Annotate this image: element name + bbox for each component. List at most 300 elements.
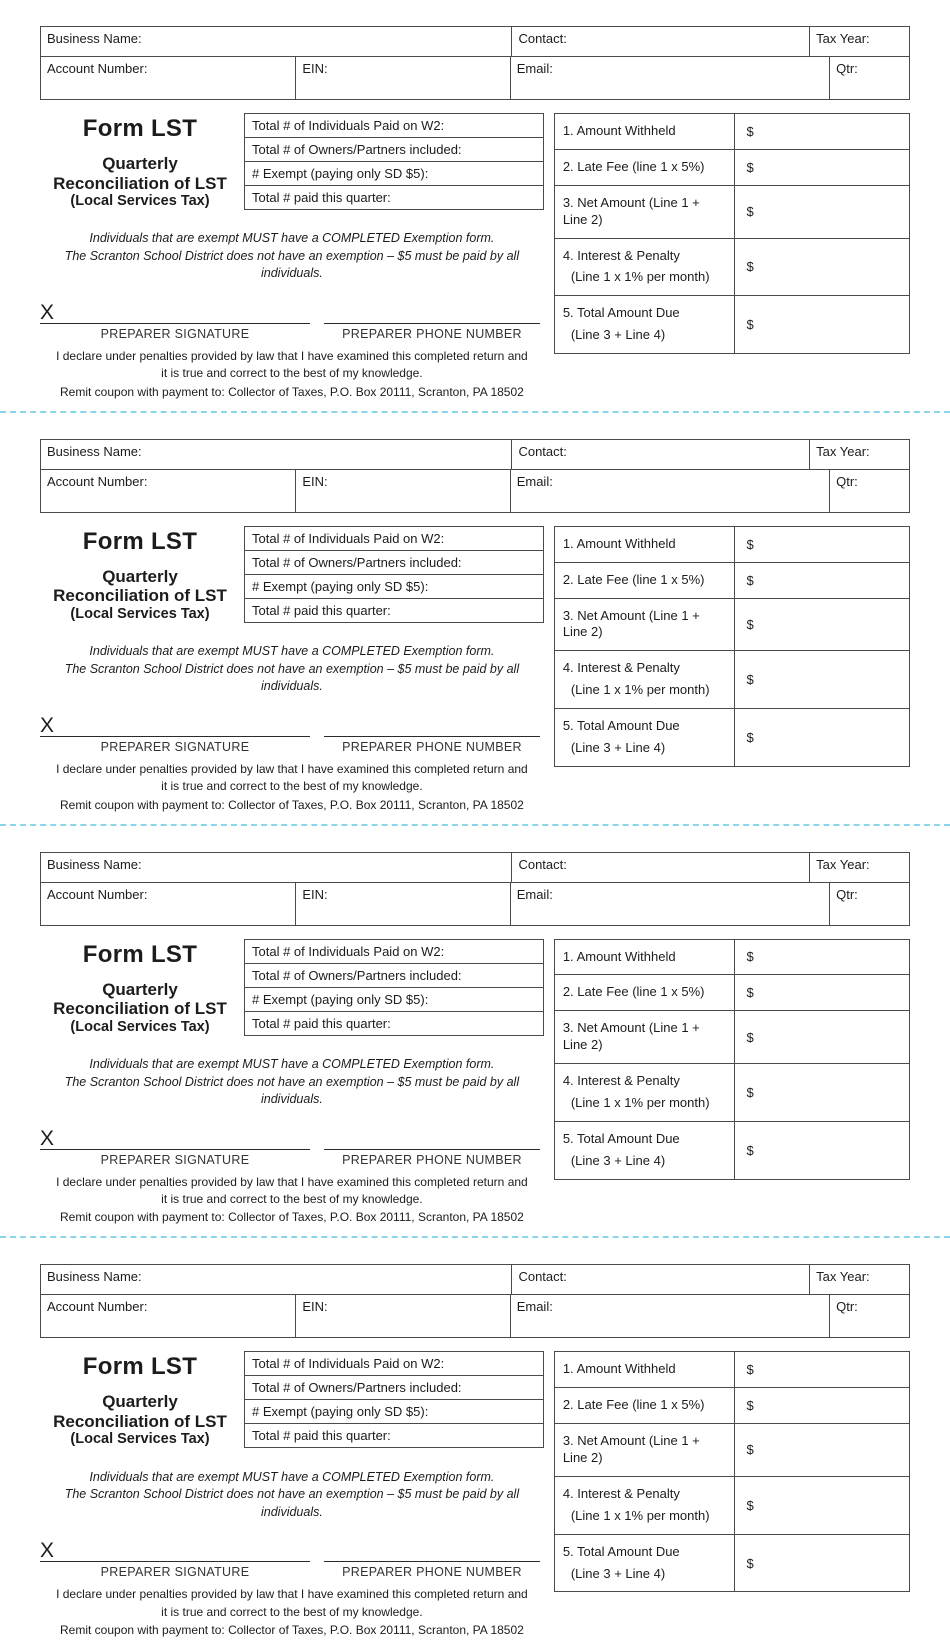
amount-value-net-amount[interactable] xyxy=(735,599,909,651)
declaration-line2: it is true and correct to the best of my knowledge. xyxy=(161,779,423,794)
coupon-main xyxy=(40,526,910,812)
amounts-table xyxy=(554,113,910,354)
amount-sublabel-text: (Line 1 x 1% per month) xyxy=(570,269,710,285)
business-name-label: Business Name: xyxy=(47,443,142,459)
preparer-signature-label: PREPARER SIGNATURE xyxy=(100,1565,250,1580)
dollar-sign: $ xyxy=(746,1142,754,1158)
contact-field[interactable] xyxy=(511,440,809,470)
coupon-main-left xyxy=(40,526,544,812)
lst-coupon xyxy=(0,0,950,411)
email-field[interactable] xyxy=(510,470,829,512)
declaration-text xyxy=(40,348,544,383)
form-subtitle-line2: Reconciliation of LST xyxy=(53,173,227,193)
dollar-sign: $ xyxy=(746,616,754,632)
lst-coupon xyxy=(0,826,950,1237)
preparer-phone-line[interactable] xyxy=(324,1533,540,1562)
count-label-individuals-w2: Total # of Individuals Paid on W2: xyxy=(252,530,445,546)
contact-label: Contact: xyxy=(518,1269,567,1285)
declaration-line2: it is true and correct to the best of my knowledge. xyxy=(161,1191,423,1206)
preparer-phone-label: PREPARER PHONE NUMBER xyxy=(342,326,522,341)
form-title-block xyxy=(40,526,240,623)
amount-label-text: 2. Late Fee (line 1 x 5%) xyxy=(562,571,705,587)
signature-x-mark: X xyxy=(40,713,55,737)
email-field[interactable] xyxy=(510,57,829,99)
amount-row-net-amount xyxy=(555,598,909,651)
declaration-line2: it is true and correct to the best of my knowledge. xyxy=(161,366,423,381)
count-field-individuals-w2[interactable] xyxy=(245,527,543,550)
qtr-label: Qtr: xyxy=(836,61,858,76)
counts-table xyxy=(244,939,544,1036)
amount-label-late-fee xyxy=(555,1388,736,1423)
amount-value-late-fee[interactable] xyxy=(735,975,909,1010)
qtr-label: Qtr: xyxy=(836,886,858,902)
amount-label-late-fee xyxy=(555,150,736,185)
tax-year-field[interactable] xyxy=(809,27,909,57)
amount-row-total-due xyxy=(555,295,909,353)
dollar-sign: $ xyxy=(746,1029,754,1045)
declaration-line1: I declare under penalties provided by law that I have examined this completed return and xyxy=(56,1587,528,1602)
count-label-exempt: # Exempt (paying only SD $5): xyxy=(252,166,429,181)
remit-instructions: Remit coupon with payment to: Collector of Taxes, P.O. Box 20111, Scranton, PA 18502 xyxy=(60,384,524,399)
dollar-sign: $ xyxy=(746,672,754,688)
amount-label-text: 2. Late Fee (line 1 x 5%) xyxy=(562,158,705,174)
business-name-field[interactable] xyxy=(41,853,511,883)
dollar-sign: $ xyxy=(746,259,754,275)
contact-field[interactable] xyxy=(511,853,809,883)
amounts-table xyxy=(554,939,910,1180)
contact-label: Contact: xyxy=(518,443,567,459)
amount-label-text: 3. Net Amount (Line 1 + Line 2) xyxy=(562,607,700,640)
amount-label-interest-penalty xyxy=(555,239,736,296)
dollar-sign: $ xyxy=(746,1084,754,1100)
amount-label-text: 1. Amount Withheld xyxy=(562,123,676,138)
amount-label-text: 4. Interest & Penalty xyxy=(562,1073,680,1089)
count-label-individuals-w2: Total # of Individuals Paid on W2: xyxy=(252,118,445,133)
amount-value-total-due[interactable] xyxy=(735,709,909,766)
form-subtitle-line2: Reconciliation of LST xyxy=(53,586,227,606)
count-label-total-paid: Total # paid this quarter: xyxy=(252,1015,391,1031)
preparer-signature-line[interactable] xyxy=(40,1121,310,1150)
declaration-line1: I declare under penalties provided by law that I have examined this completed return and xyxy=(56,1174,528,1189)
amount-row-late-fee xyxy=(555,1387,909,1423)
coupon-main-left xyxy=(40,939,544,1225)
preparer-phone-line[interactable] xyxy=(324,708,540,737)
amount-sublabel-text: (Line 1 x 1% per month) xyxy=(570,1094,710,1110)
amount-sublabel-text: (Line 3 + Line 4) xyxy=(570,1152,666,1168)
form-title-block xyxy=(40,939,240,1036)
title-and-counts xyxy=(40,113,544,210)
remit-instructions: Remit coupon with payment to: Collector of Taxes, P.O. Box 20111, Scranton, PA 18502 xyxy=(60,1210,524,1225)
qtr-field[interactable] xyxy=(829,883,909,925)
amount-value-total-due[interactable] xyxy=(735,296,909,353)
form-subtitle-line1: Quarterly xyxy=(102,1392,178,1412)
exemption-note-line2: The Scranton School District does not have an exemption – $5 must be paid by all individuals. xyxy=(64,248,520,281)
count-label-total-paid: Total # paid this quarter: xyxy=(252,1428,391,1444)
preparer-phone-column xyxy=(324,295,540,341)
preparer-phone-line[interactable] xyxy=(324,1121,540,1150)
amount-value-withheld[interactable] xyxy=(735,527,909,562)
business-name-field[interactable] xyxy=(41,440,511,470)
dollar-sign: $ xyxy=(746,1362,754,1378)
coupon-main xyxy=(40,939,910,1225)
form-name: Form LST xyxy=(82,1353,198,1381)
dollar-sign: $ xyxy=(746,1497,754,1513)
declaration-text xyxy=(40,1586,544,1621)
counts-table xyxy=(244,1351,544,1448)
amount-sublabel-text: (Line 3 + Line 4) xyxy=(570,327,666,343)
amount-row-withheld xyxy=(555,114,909,149)
amount-label-text: 1. Amount Withheld xyxy=(562,948,676,964)
amount-label-text: 3. Net Amount (Line 1 + Line 2) xyxy=(562,1020,700,1053)
preparer-signature-column xyxy=(40,708,310,754)
signature-area xyxy=(40,295,544,341)
dollar-sign: $ xyxy=(746,572,754,588)
preparer-signature-column xyxy=(40,295,310,341)
coupon-main-left xyxy=(40,1351,544,1637)
form-title-block xyxy=(40,113,240,210)
counts-table xyxy=(244,526,544,623)
preparer-phone-label: PREPARER PHONE NUMBER xyxy=(342,1565,522,1580)
count-field-exempt[interactable] xyxy=(245,161,543,185)
count-label-exempt: # Exempt (paying only SD $5): xyxy=(252,991,429,1007)
count-label-total-paid: Total # paid this quarter: xyxy=(252,602,391,618)
dollar-sign: $ xyxy=(746,985,754,1001)
account-number-field[interactable] xyxy=(41,470,295,512)
account-number-label: Account Number: xyxy=(47,473,148,489)
amount-label-text: 3. Net Amount (Line 1 + Line 2) xyxy=(562,194,700,227)
contact-label: Contact: xyxy=(518,31,567,46)
count-label-owners-partners: Total # of Owners/Partners included: xyxy=(252,1380,462,1396)
qtr-field[interactable] xyxy=(829,57,909,99)
count-field-owners-partners[interactable] xyxy=(245,963,543,987)
account-number-label: Account Number: xyxy=(47,61,148,76)
ein-label: EIN: xyxy=(302,886,328,902)
coupon-main xyxy=(40,1351,910,1637)
amount-label-net-amount xyxy=(555,599,736,651)
ein-label: EIN: xyxy=(302,473,328,489)
coupon-main xyxy=(40,113,910,399)
count-field-exempt[interactable] xyxy=(245,574,543,598)
count-field-exempt[interactable] xyxy=(245,1399,543,1423)
amount-row-withheld xyxy=(555,1352,909,1387)
ein-field[interactable] xyxy=(295,1295,509,1337)
amount-label-text: 1. Amount Withheld xyxy=(562,1361,676,1377)
signature-x-mark: X xyxy=(40,1539,55,1563)
header-row-1 xyxy=(41,853,909,883)
form-title-block xyxy=(40,1351,240,1448)
coupon-main-left xyxy=(40,113,544,399)
preparer-signature-column xyxy=(40,1121,310,1167)
amount-value-withheld[interactable] xyxy=(735,1352,909,1387)
count-field-owners-partners[interactable] xyxy=(245,550,543,574)
title-and-counts xyxy=(40,526,544,623)
amount-value-interest-penalty[interactable] xyxy=(735,239,909,296)
amount-label-interest-penalty xyxy=(555,1064,736,1121)
amount-value-net-amount[interactable] xyxy=(735,1424,909,1476)
business-name-field[interactable] xyxy=(41,27,511,57)
declaration-line1: I declare under penalties provided by law that I have examined this completed return and xyxy=(56,761,528,776)
declaration-line2: it is true and correct to the best of my knowledge. xyxy=(161,1604,423,1619)
count-field-individuals-w2[interactable] xyxy=(245,1352,543,1375)
email-label: Email: xyxy=(516,886,553,902)
form-name: Form LST xyxy=(82,115,198,142)
count-field-total-paid[interactable] xyxy=(245,598,543,622)
form-name: Form LST xyxy=(82,940,198,968)
amount-label-withheld xyxy=(555,527,736,562)
declaration-line1: I declare under penalties provided by law that I have examined this completed return and xyxy=(56,348,528,363)
count-label-owners-partners: Total # of Owners/Partners included: xyxy=(252,554,462,570)
amounts-table xyxy=(554,526,910,767)
preparer-phone-label: PREPARER PHONE NUMBER xyxy=(342,739,522,754)
declaration-text xyxy=(40,1174,544,1209)
exemption-note-line1: Individuals that are exempt MUST have a COMPLETED Exemption form. xyxy=(89,1057,495,1072)
header-row-2 xyxy=(41,470,909,512)
exemption-notes xyxy=(40,1469,544,1522)
count-label-individuals-w2: Total # of Individuals Paid on W2: xyxy=(252,1356,445,1372)
amount-row-net-amount xyxy=(555,1423,909,1476)
amount-row-interest-penalty xyxy=(555,1476,909,1534)
amount-row-late-fee xyxy=(555,562,909,598)
header-row-1 xyxy=(41,1265,909,1295)
amount-label-total-due xyxy=(555,1535,736,1592)
count-label-owners-partners: Total # of Owners/Partners included: xyxy=(252,967,462,983)
amount-label-withheld xyxy=(555,940,736,975)
count-field-total-paid[interactable] xyxy=(245,1011,543,1035)
exemption-note-line1: Individuals that are exempt MUST have a COMPLETED Exemption form. xyxy=(89,1469,495,1484)
count-label-exempt: # Exempt (paying only SD $5): xyxy=(252,578,429,594)
preparer-phone-line[interactable] xyxy=(324,295,540,324)
form-subtitle-line1: Quarterly xyxy=(102,979,178,999)
amount-sublabel-text: (Line 1 x 1% per month) xyxy=(570,1507,710,1523)
account-number-label: Account Number: xyxy=(47,886,148,902)
amount-sublabel-text: (Line 1 x 1% per month) xyxy=(570,682,710,698)
signature-area xyxy=(40,1121,544,1167)
ein-field[interactable] xyxy=(295,883,509,925)
remit-instructions: Remit coupon with payment to: Collector of Taxes, P.O. Box 20111, Scranton, PA 18502 xyxy=(60,797,524,812)
form-subtitle-line2: Reconciliation of LST xyxy=(53,1411,227,1431)
tax-year-field[interactable] xyxy=(809,853,909,883)
contact-field[interactable] xyxy=(511,27,809,57)
amount-label-text: 4. Interest & Penalty xyxy=(562,660,680,676)
exemption-note-line1: Individuals that are exempt MUST have a COMPLETED Exemption form. xyxy=(89,644,495,659)
tax-year-field[interactable] xyxy=(809,440,909,470)
amount-value-total-due[interactable] xyxy=(735,1535,909,1592)
qtr-field[interactable] xyxy=(829,1295,909,1337)
header-row-2 xyxy=(41,57,909,99)
dollar-sign: $ xyxy=(746,159,754,175)
amount-label-withheld xyxy=(555,114,736,149)
preparer-signature-label: PREPARER SIGNATURE xyxy=(100,739,250,754)
amount-value-total-due[interactable] xyxy=(735,1122,909,1179)
preparer-signature-line[interactable] xyxy=(40,1533,310,1562)
account-number-label: Account Number: xyxy=(47,1299,148,1315)
amount-row-late-fee xyxy=(555,149,909,185)
exemption-notes xyxy=(40,1056,544,1109)
amount-label-total-due xyxy=(555,1122,736,1179)
tax-year-label: Tax Year: xyxy=(816,856,870,872)
form-subtitle-line3: (Local Services Tax) xyxy=(70,1018,210,1035)
amount-value-net-amount[interactable] xyxy=(735,1011,909,1063)
amount-value-net-amount[interactable] xyxy=(735,186,909,238)
amount-value-interest-penalty[interactable] xyxy=(735,651,909,708)
count-field-individuals-w2[interactable] xyxy=(245,114,543,137)
amount-label-net-amount xyxy=(555,1424,736,1476)
signature-x-mark: X xyxy=(40,1126,55,1150)
amount-label-net-amount xyxy=(555,1011,736,1063)
email-label: Email: xyxy=(516,1299,553,1315)
amount-label-text: 2. Late Fee (line 1 x 5%) xyxy=(562,1397,705,1413)
business-name-field[interactable] xyxy=(41,1265,511,1295)
dollar-sign: $ xyxy=(746,123,754,139)
amount-label-interest-penalty xyxy=(555,651,736,708)
amount-label-net-amount xyxy=(555,186,736,238)
qtr-label: Qtr: xyxy=(836,1299,858,1315)
count-field-owners-partners[interactable] xyxy=(245,1375,543,1399)
amount-row-total-due xyxy=(555,708,909,766)
form-name: Form LST xyxy=(82,527,198,555)
qtr-label: Qtr: xyxy=(836,473,858,489)
dollar-sign: $ xyxy=(746,1555,754,1571)
amount-row-net-amount xyxy=(555,1010,909,1063)
title-and-counts xyxy=(40,1351,544,1448)
tax-year-label: Tax Year: xyxy=(816,1269,870,1285)
lst-coupon xyxy=(0,413,950,824)
declaration-text xyxy=(40,761,544,796)
title-and-counts xyxy=(40,939,544,1036)
amount-value-late-fee[interactable] xyxy=(735,1388,909,1423)
amount-row-late-fee xyxy=(555,974,909,1010)
amount-label-late-fee xyxy=(555,563,736,598)
signature-area xyxy=(40,708,544,754)
contact-label: Contact: xyxy=(518,856,567,872)
business-name-label: Business Name: xyxy=(47,31,142,46)
amount-label-text: 4. Interest & Penalty xyxy=(562,247,680,263)
business-name-label: Business Name: xyxy=(47,1269,142,1285)
business-name-label: Business Name: xyxy=(47,856,142,872)
amount-value-late-fee[interactable] xyxy=(735,150,909,185)
form-subtitle-line3: (Local Services Tax) xyxy=(70,605,210,622)
count-field-exempt[interactable] xyxy=(245,987,543,1011)
count-label-owners-partners: Total # of Owners/Partners included: xyxy=(252,142,462,157)
business-info-table xyxy=(40,852,910,926)
amount-value-withheld[interactable] xyxy=(735,940,909,975)
email-field[interactable] xyxy=(510,883,829,925)
email-label: Email: xyxy=(516,473,553,489)
dollar-sign: $ xyxy=(746,730,754,745)
counts-table xyxy=(244,113,544,210)
ein-field[interactable] xyxy=(295,57,509,99)
business-info-table xyxy=(40,26,910,100)
account-number-field[interactable] xyxy=(41,1295,295,1337)
header-row-1 xyxy=(41,440,909,470)
preparer-signature-line[interactable] xyxy=(40,708,310,737)
count-label-individuals-w2: Total # of Individuals Paid on W2: xyxy=(252,943,445,959)
lst-coupon xyxy=(0,1238,950,1649)
amount-sublabel-text: (Line 3 + Line 4) xyxy=(570,1565,666,1581)
preparer-signature-label: PREPARER SIGNATURE xyxy=(100,1152,250,1167)
amount-label-total-due xyxy=(555,709,736,766)
ein-label: EIN: xyxy=(302,1299,328,1315)
dollar-sign: $ xyxy=(746,1398,754,1414)
amount-sublabel-text: (Line 3 + Line 4) xyxy=(570,740,666,755)
preparer-signature-column xyxy=(40,1533,310,1579)
amount-row-withheld xyxy=(555,940,909,975)
amount-value-withheld[interactable] xyxy=(735,114,909,149)
dollar-sign: $ xyxy=(746,949,754,965)
amount-label-text: 5. Total Amount Due xyxy=(562,718,680,734)
amount-row-net-amount xyxy=(555,185,909,238)
dollar-sign: $ xyxy=(746,317,754,333)
form-subtitle-line3: (Local Services Tax) xyxy=(70,193,210,210)
amount-label-text: 1. Amount Withheld xyxy=(562,535,676,551)
qtr-field[interactable] xyxy=(829,470,909,512)
amount-label-text: 3. Net Amount (Line 1 + Line 2) xyxy=(562,1433,700,1465)
account-number-field[interactable] xyxy=(41,883,295,925)
amount-row-interest-penalty xyxy=(555,238,909,296)
exemption-note-line2: The Scranton School District does not have an exemption – $5 must be paid by all individuals. xyxy=(64,1074,520,1107)
preparer-phone-column xyxy=(324,708,540,754)
form-subtitle-line1: Quarterly xyxy=(102,566,178,586)
count-label-exempt: # Exempt (paying only SD $5): xyxy=(252,1404,429,1420)
contact-field[interactable] xyxy=(511,1265,809,1295)
amount-value-interest-penalty[interactable] xyxy=(735,1064,909,1121)
form-subtitle-line1: Quarterly xyxy=(102,154,178,173)
business-info-table xyxy=(40,439,910,513)
form-subtitle-line2: Reconciliation of LST xyxy=(53,999,227,1019)
header-row-1 xyxy=(41,27,909,57)
email-field[interactable] xyxy=(510,1295,829,1337)
count-field-total-paid[interactable] xyxy=(245,1423,543,1447)
exemption-notes xyxy=(40,230,544,283)
exemption-note-line1: Individuals that are exempt MUST have a COMPLETED Exemption form. xyxy=(89,231,495,246)
amount-value-late-fee[interactable] xyxy=(735,563,909,598)
ein-field[interactable] xyxy=(295,470,509,512)
tax-year-label: Tax Year: xyxy=(816,31,870,46)
count-field-individuals-w2[interactable] xyxy=(245,940,543,963)
amount-label-text: 2. Late Fee (line 1 x 5%) xyxy=(562,984,705,1000)
signature-area xyxy=(40,1533,544,1579)
tax-year-field[interactable] xyxy=(809,1265,909,1295)
preparer-signature-label: PREPARER SIGNATURE xyxy=(100,326,250,341)
amount-value-interest-penalty[interactable] xyxy=(735,1477,909,1534)
amount-row-interest-penalty xyxy=(555,650,909,708)
count-field-owners-partners[interactable] xyxy=(245,137,543,161)
tax-year-label: Tax Year: xyxy=(816,443,870,459)
remit-instructions: Remit coupon with payment to: Collector of Taxes, P.O. Box 20111, Scranton, PA 18502 xyxy=(60,1623,524,1638)
amount-label-interest-penalty xyxy=(555,1477,736,1534)
amount-label-text: 5. Total Amount Due xyxy=(562,1130,680,1146)
dollar-sign: $ xyxy=(746,536,754,552)
amount-row-interest-penalty xyxy=(555,1063,909,1121)
amount-row-total-due xyxy=(555,1534,909,1592)
preparer-phone-label: PREPARER PHONE NUMBER xyxy=(342,1152,522,1167)
amount-row-total-due xyxy=(555,1121,909,1179)
account-number-field[interactable] xyxy=(41,57,295,99)
dollar-sign: $ xyxy=(746,204,754,220)
email-label: Email: xyxy=(516,61,553,76)
amount-row-withheld xyxy=(555,527,909,562)
form-subtitle-line3: (Local Services Tax) xyxy=(70,1431,210,1448)
count-label-total-paid: Total # paid this quarter: xyxy=(252,190,391,205)
dollar-sign: $ xyxy=(746,1442,754,1458)
exemption-notes xyxy=(40,643,544,696)
ein-label: EIN: xyxy=(302,61,328,76)
preparer-signature-line[interactable] xyxy=(40,295,310,324)
signature-x-mark: X xyxy=(40,300,55,324)
business-info-table xyxy=(40,1264,910,1338)
count-field-total-paid[interactable] xyxy=(245,185,543,209)
exemption-note-line2: The Scranton School District does not have an exemption – $5 must be paid by all individuals. xyxy=(64,661,520,694)
